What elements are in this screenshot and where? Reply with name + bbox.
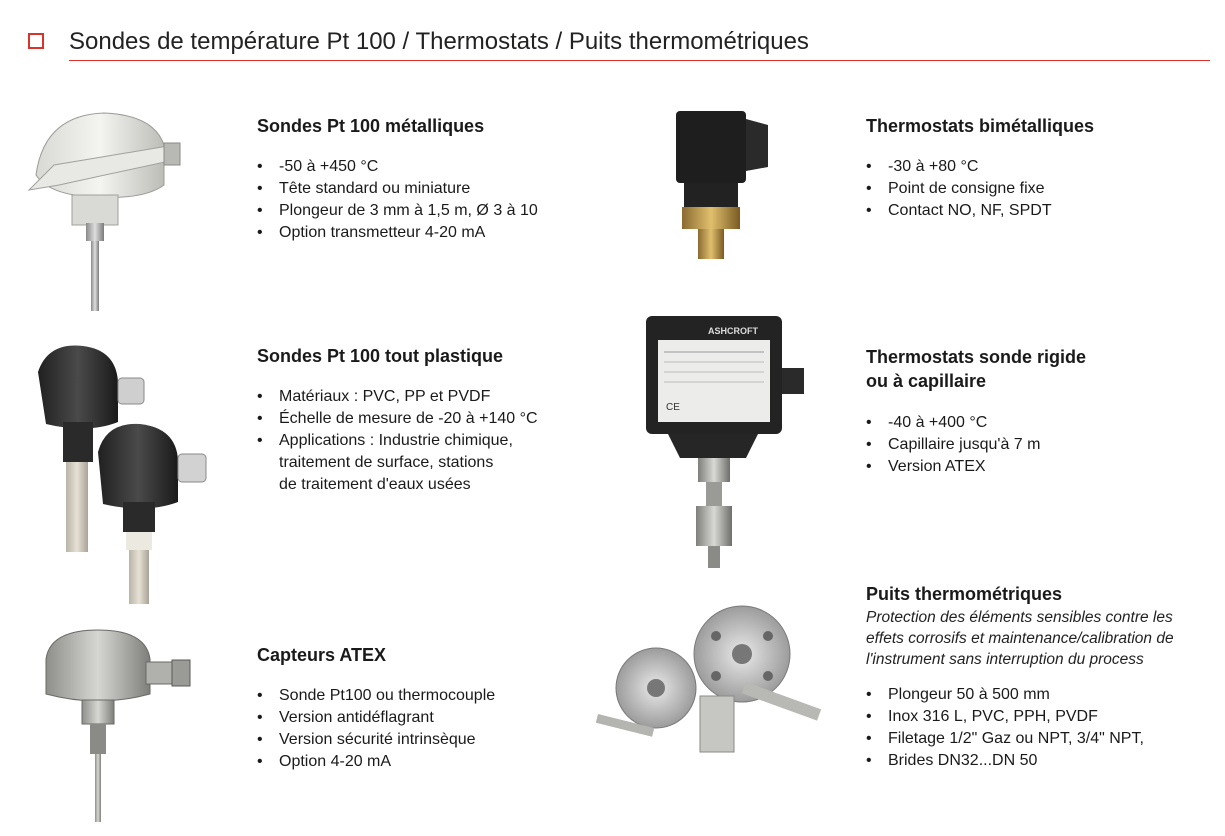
list-item: • Version sécurité intrinsèque: [257, 729, 597, 751]
ce-mark-text: CE: [666, 402, 680, 413]
page-title: Sondes de température Pt 100 / Thermostats / Puits thermométriques: [69, 28, 809, 55]
feature-list: [866, 684, 1216, 772]
section-title: Thermostats bimétalliques: [866, 116, 1095, 136]
list-item: • -50 à +450 °C: [257, 156, 597, 178]
list-item: • Matériaux : PVC, PP et PVDF: [257, 386, 597, 408]
section-subtitle: Protection des éléments sensibles contre les effets corrosifs et maintenance/calibration de l'instrument sans interruption du process: [866, 609, 1174, 668]
list-item: • Option 4-20 mA: [257, 751, 597, 773]
plastic-probes-image: [28, 342, 228, 604]
list-item: • Point de consigne fixe: [866, 178, 1206, 200]
page-header: [28, 26, 1210, 62]
title-line: Thermostats sonde rigide: [866, 347, 1087, 367]
section-title: Sondes Pt 100 tout plastique: [257, 346, 504, 366]
list-item: • Tête standard ou miniature: [257, 178, 597, 200]
checkbox-square-icon: [28, 33, 44, 49]
list-item: • Contact NO, NF, SPDT: [866, 200, 1206, 222]
feature-list: [866, 156, 1206, 222]
list-item: • Filetage 1/2" Gaz ou NPT, 3/4" NPT,: [866, 728, 1216, 750]
list-item: • Brides DN32...DN 50: [866, 750, 1216, 772]
feature-list: [866, 412, 1206, 478]
section-capillary-thermostats: [866, 345, 1206, 478]
list-item: • Option transmetteur 4-20 mA: [257, 222, 597, 244]
list-item: • -30 à +80 °C: [866, 156, 1206, 178]
section-metal-probes: [257, 115, 597, 244]
section-title: [866, 345, 1206, 393]
title-line: ou à capillaire: [866, 371, 987, 391]
list-item: • Version ATEX: [866, 456, 1206, 478]
section-thermowells: [866, 583, 1216, 772]
list-item: • Échelle de mesure de -20 à +140 °C: [257, 408, 597, 430]
list-item: • Capillaire jusqu'à 7 m: [866, 434, 1206, 456]
bimetal-thermostat-image: [668, 105, 788, 265]
thermowells-image: [596, 596, 836, 758]
list-item: • Sonde Pt100 ou thermocouple: [257, 685, 597, 707]
section-bimetal-thermostats: [866, 115, 1206, 222]
feature-list: [257, 156, 597, 244]
list-item: • Plongeur 50 à 500 mm: [866, 684, 1216, 706]
capillary-thermostat-image: [638, 308, 810, 570]
section-title: Capteurs ATEX: [257, 645, 387, 665]
list-item: • Plongeur de 3 mm à 1,5 m, Ø 3 à 10: [257, 200, 597, 222]
atex-sensor-image: [38, 624, 198, 824]
list-item: • Version antidéflagrant: [257, 707, 597, 729]
metal-probe-image: [24, 105, 184, 315]
brand-logo-text: ASHCROFT: [708, 326, 758, 336]
section-atex-sensors: [257, 644, 597, 773]
list-item: • -40 à +400 °C: [866, 412, 1206, 434]
header-rule: [69, 60, 1210, 61]
list-item: • Applications : Industrie chimique, traitement de surface, stations de traitement d'eaux usées: [257, 430, 597, 496]
feature-list: [257, 386, 597, 496]
section-title: Puits thermométriques: [866, 584, 1063, 604]
section-title: Sondes Pt 100 métalliques: [257, 116, 485, 136]
list-item: • Inox 316 L, PVC, PPH, PVDF: [866, 706, 1216, 728]
feature-list: [257, 685, 597, 773]
section-plastic-probes: [257, 345, 597, 496]
